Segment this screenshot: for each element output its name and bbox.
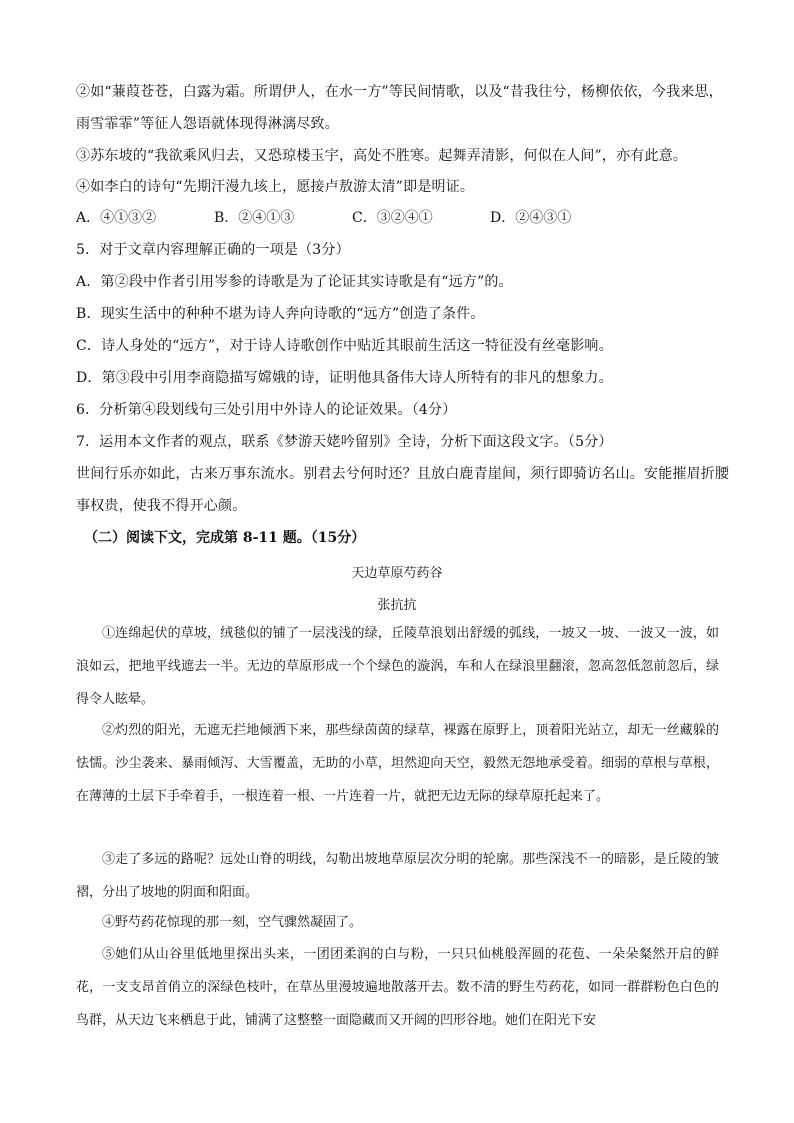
article-paragraph-1: ①连绵起伏的草坡，绒毯似的铺了一层浅浅的绿，丘陵草浪划出舒缓的弧线，一坡又一坡、一波又一波，如浪如云，把地平线遮去一半。无边的草原形成一个个绿色的漩涡，车和人在绿浪里翻滚，忽高忽低忽前忽后，绿得令人眩晕。 <box>76 626 719 707</box>
article-paragraph-2: ②灼烈的阳光，无遮无拦地倾洒下来，那些绿茵茵的绿草，裸露在原野上，顶着阳光站立，却无一丝藏躲的怯懦。沙尘袭来、暴雨倾泻、大雪覆盖，无助的小草，坦然迎向天空，毅然无怨地承受着。细弱的草根与草根，在薄薄的土层下手牵着手，一根连着一根、一片连着一片，就把无边无际的绿草原托起来了。 <box>76 723 719 804</box>
q5-option-b: B．现实生活中的种种不堪为诗人奔向诗歌的“远方”创造了条件。 <box>76 306 485 322</box>
q5-option-d: D．第③段中引用李商隐描写嫦娥的诗，证明他具备伟大诗人所特有的非凡的想象力。 <box>76 370 613 386</box>
section-2-heading: （二）阅读下文，完成第 8-11 题。（15分） <box>84 530 366 546</box>
q4-option-d: D．②④③① <box>490 210 572 226</box>
article-paragraph-5: ⑤她们从山谷里低地里探出头来，一团团柔润的白与粉，一只只仙桃般浑圆的花苞、一朵朵粲然开启的鲜花，一支支昂首俏立的深绿色枝叶，在草丛里漫坡遍地散落开去。数不清的野生芍药花，如同一群群粉色白色的鸟群，从天边飞来栖息于此，铺满了这整整一面隐藏而又开阔的凹形谷地。她们在阳光下安 <box>76 947 719 1028</box>
article-author: 张抗抗 <box>377 598 417 613</box>
q5-option-a: A．第②段中作者引用岑参的诗歌是为了论证其实诗歌是有“远方”的。 <box>76 274 513 290</box>
q7-quote-line-1: 世间行乐亦如此，古来万事东流水。别君去兮何时还？且放白鹿青崖间，须行即骑访名山。安能摧眉折腰 <box>76 466 730 482</box>
q7: 7．运用本文作者的观点，联系《梦游天姥吟留别》全诗，分析下面这段文字。（5分） <box>76 434 613 450</box>
q7-quote-line-2: 事权贵，使我不得开心颜。 <box>76 498 247 514</box>
item-3: ③苏东坡的“我欲乘风归去，又恐琼楼玉宇，高处不胜寒。起舞弄清影，何似在人间”，亦有此意。 <box>76 148 688 164</box>
article-paragraph-4: ④野芍药花惊现的那一刻，空气骤然凝固了。 <box>102 915 363 930</box>
q4-option-b: B．②④①③ <box>214 210 295 226</box>
q4-option-a: A．④①③② <box>76 210 157 226</box>
item-2-line-1: ②如“蒹葭苍苍，白露为霜。所谓伊人，在水一方”等民间情歌，以及“昔我往兮，杨柳依依，今我来思， <box>76 84 723 100</box>
article-title: 天边草原芍药谷 <box>351 566 443 581</box>
q4-option-c: C．③②④① <box>352 210 433 226</box>
q6: 6．分析第④段划线句三处引用中外诗人的论证效果。（4分） <box>76 402 457 418</box>
q5-stem: 5．对于文章内容理解正确的一项是（3分） <box>76 242 350 258</box>
q5-option-c: C．诗人身处的“远方”，对于诗人诗歌创作中贴近其眼前生活这一特征没有丝毫影响。 <box>76 338 613 354</box>
item-4: ④如李白的诗句“先期汗漫九垓上，愿接卢敖游太清”即是明证。 <box>76 179 475 195</box>
item-2-line-2: 雨雪霏霏”等征人怨语就体现得淋漓尽致。 <box>76 116 339 132</box>
article-paragraph-3: ③走了多远的路呢？远处山脊的明线，勾勒出坡地草原层次分明的轮廓。那些深浅不一的暗影，是丘陵的皱褶，分出了坡地的阴面和阳面。 <box>76 852 719 900</box>
